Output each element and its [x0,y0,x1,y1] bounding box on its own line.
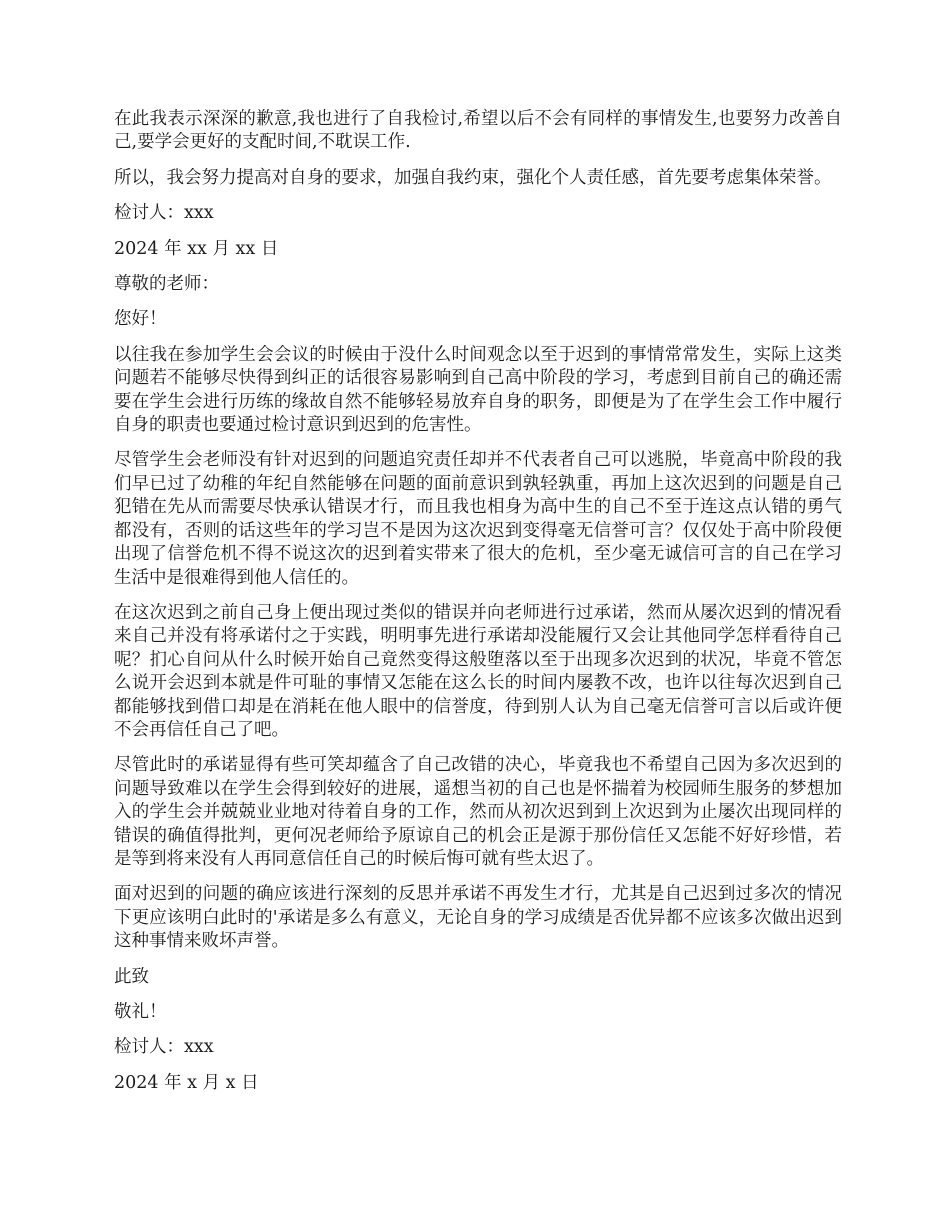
regards-line: 敬礼！ [114,1002,167,1022]
letter-body [114,108,842,1107]
body-paragraph-2: 尽管学生会老师没有针对迟到的问题追究责任却并不代表者自己可以逃脱，毕竟高中阶段的我们早已过了幼稚的年纪自然能够在问题的面前意识到孰轻孰重，再加上这次迟到的问题是自己犯错在先从而需要尽快承认错误才行，而且我也相身为高中生的自己不至于连这点认错的勇气都没有，否则的话这些年的学习岂不是因为这次迟到变得毫无信誉可言？仅仅处于高中阶段便出现了信誉危机不得不说这次的迟到着实带来了很大的危机，至少毫无诚信可言的自己在学习生活中是很难得到他人信任的。 [114,450,842,588]
body-paragraph-4: 尽管此时的承诺显得有些可笑却蕴含了自己改错的决心，毕竟我也不希望自己因为多次迟到的问题导致难以在学生会得到较好的进展，遥想当初的自己也是怀揣着为校园师生服务的梦想加入的学生会并兢兢业业地对待着自身的工作，然而从初次迟到到上次迟到为止屡次出现同样的错误的确值得批判，更何况老师给予原谅自己的机会正是源于那份信任又怎能不好好珍惜，若是等到将来没有人再同意信任自己的时候后悔可就有些太迟了。 [114,755,842,869]
signature-line-2: 检讨人：xxx [114,1037,214,1058]
signature-line: 检讨人：xxx [114,203,214,224]
date-line-2: 2024 年 x 月 x 日 [114,1072,259,1093]
commitment-paragraph: 所以，我会努力提高对自身的要求，加强自我约束，强化个人责任感，首先要考虑集体荣誉。 [114,167,832,188]
salutation: 尊敬的老师： [114,274,219,295]
body-paragraph-3: 在这次迟到之前自己身上便出现过类似的错误并向老师进行过承诺，然而从屡次迟到的情况看来自己并没有将承诺付之于实践，明明事先进行承诺却没能履行又会让其他同学怎样看待自己呢？扪心自问从什么时候开始自己竟然变得这般堕落以至于出现多次迟到的状况，毕竟不管怎么说开会迟到本就是件可耻的事情又怎能在这么长的时间内屡教不改，也许以往每次迟到自己都能够找到借口却是在消耗在他人眼中的信誉度，待到别人认为自己毫无信誉可言以后或许便不会再信任自己了吧。 [114,602,842,740]
date-line: 2024 年 xx 月 xx 日 [114,238,279,259]
body-paragraph-5: 面对迟到的问题的确应该进行深刻的反思并承诺不再发生才行，尤其是自己迟到过多次的情况下更应该明白此时的'承诺是多么有意义，无论自身的学习成绩是否优异都不应该多次做出迟到这种事情来败坏声誉。 [114,884,842,952]
apology-paragraph: 在此我表示深深的歉意,我也进行了自我检讨,希望以后不会有同样的事情发生,也要努力改善自己,要学会更好的支配时间,不耽误工作. [114,109,842,153]
greeting: 您好！ [114,309,167,330]
body-paragraph-1: 以往我在参加学生会会议的时候由于没什么时间观念以至于迟到的事情常常发生，实际上这类问题若不能够尽快得到纠正的话很容易影响到自己高中阶段的学习，考虑到目前自己的确还需要在学生会进行历练的缘故自然不能够轻易放弃自身的职务，即便是为了在学生会工作中履行自身的职责也要通过检讨意识到迟到的危害性。 [114,344,842,436]
closing-line: 此致 [114,966,149,987]
